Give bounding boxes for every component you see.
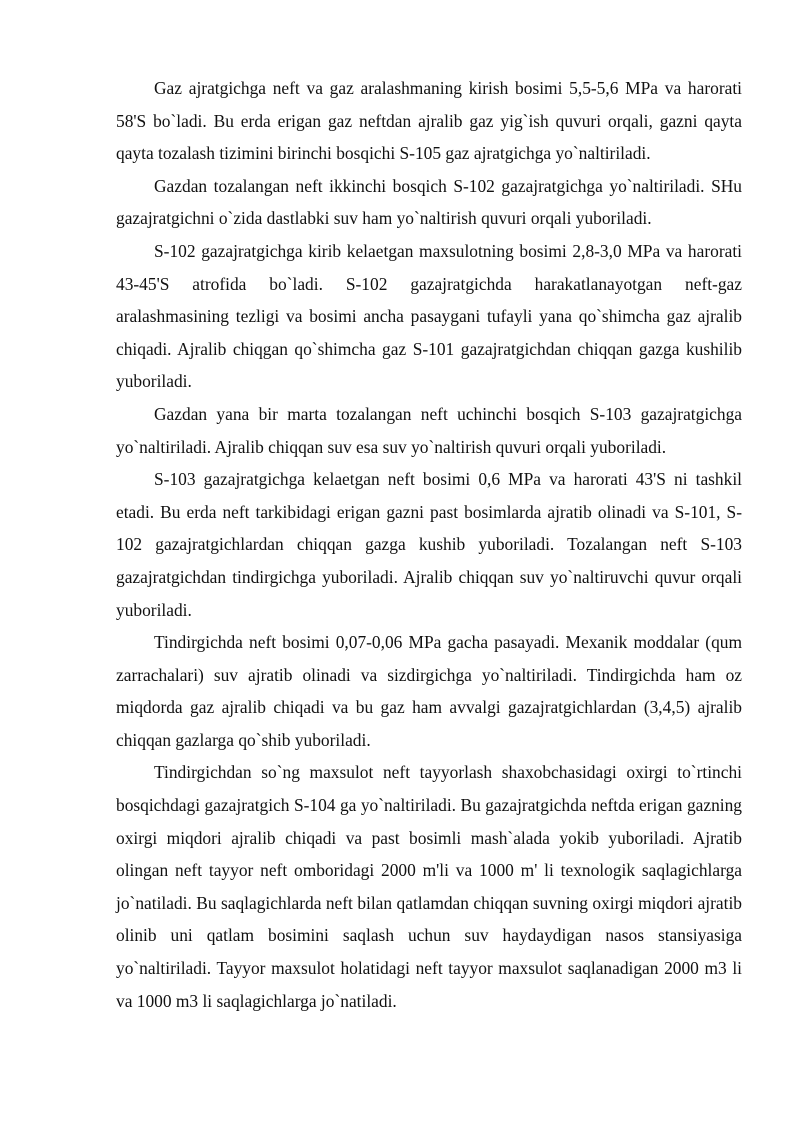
paragraph: Tindirgichdan so`ng maxsulot neft tayyorlash shaxobchasidagi oxirgi to`rtinchi bosqichdagi gazajratgich S-104 ga yo`naltiriladi. Bu gazajratgichda neftda erigan gazning oxirgi miqdori ajralib chiqadi va past bosimli mash`alada yokib yuboriladi. Ajratib olingan neft tayyor neft omboridagi 2000 m'li va 1000 m' li texnologik saqlagichlarga jo`natiladi. Bu saqlagichlarda neft bilan qatlamdan chiqqan suvning oxirgi miqdori ajratib olinib uni qatlam bosimini saqlash uchun suv haydaydigan nasos stansiyasiga yo`naltiriladi. Tayyor maxsulot holatidagi neft tayyor maxsulot saqlanadigan 2000 m3 li va 1000 m3 li saqlagichlarga jo`natiladi.: [116, 762, 742, 1011]
paragraph: Gazdan tozalangan neft ikkinchi bosqich S-102 gazajratgichga yo`naltiriladi. SHu gazajratgichni o`zida dastlabki suv ham yo`naltirish quvuri orqali yuboriladi.: [116, 175, 742, 229]
paragraph: S-102 gazajratgichga kirib kelaetgan maxsulotning bosimi 2,8-3,0 MPa va harorati 43-45'S atrofida bo`ladi. S-102 gazajratgichda harakatlanayotgan neft-gaz aralashmasining tezligi va bosimi ancha pasaygani tufayli yana qo`shimcha gaz ajralib chiqadi. Ajralib chiqgan qo`shimcha gaz S-101 gazajratgichdan chiqqan gazga kushilib yuboriladi.: [116, 240, 742, 392]
document-body: [116, 72, 742, 1017]
paragraph: S-103 gazajratgichga kelaetgan neft bosimi 0,6 MPa va harorati 43'S ni tashkil etadi. Bu erda neft tarkibidagi erigan gazni past bosimlarda ajratib olinadi va S-101, S-102 gazajratgichlardan chiqqan gazga kushib yuboriladi. Tozalangan neft S-103 gazajratgichdan tindirgichga yuboriladi. Ajralib chiqqan suv yo`naltiruvchi quvur orqali yuboriladi.: [116, 469, 742, 620]
paragraph: Tindirgichda neft bosimi 0,07-0,06 MPa gacha pasayadi. Mexanik moddalar (qum zarrachalari) suv ajratib olinadi va sizdirgichga yo`naltiriladi. Tindirgichda ham oz miqdorda gaz ajralib chiqadi va bu gaz ham avvalgi gazajratgichlardan (3,4,5) ajralib chiqqan gazlarga qo`shib yuboriladi.: [116, 632, 742, 750]
paragraph: Gaz ajratgichga neft va gaz aralashmaning kirish bosimi 5,5-5,6 MPa va harorati 58'S bo`ladi. Bu erda erigan gaz neftdan ajralib gaz yig`ish quvuri orqali, gazni qayta qayta tozalash tizimini birinchi bosqichi S-105 gaz ajratgichga yo`naltiriladi.: [116, 78, 742, 164]
paragraph: Gazdan yana bir marta tozalangan neft uchinchi bosqich S-103 gazajratgichga yo`naltiriladi. Ajralib chiqqan suv esa suv yo`naltirish quvuri orqali yuboriladi.: [116, 403, 742, 457]
